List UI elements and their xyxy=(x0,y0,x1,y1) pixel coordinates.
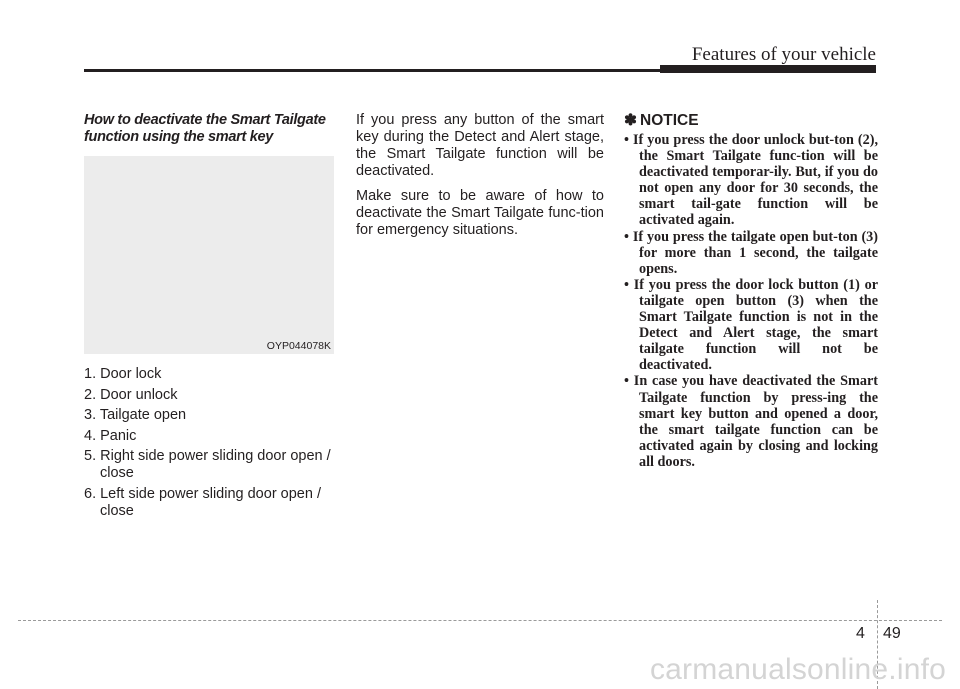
list-item: 6. Left side power sliding door open / close xyxy=(84,485,321,519)
list-item: 1. Door lock xyxy=(84,366,162,382)
chapter-number: 4 xyxy=(856,625,865,642)
smart-key-figure xyxy=(84,156,334,354)
asterisk-icon: ✽ xyxy=(624,112,637,129)
notice-heading xyxy=(624,112,878,130)
subheading: How to deactivate the Smart Tailgate function using the smart key xyxy=(84,112,326,145)
page-number: 49 xyxy=(883,625,901,642)
left-column xyxy=(84,112,336,523)
list-item: • If you press the door lock button (1) or tailgate open button (3) when the Smart Tailgate function is not in the Detect and Alert stage, the smart tailgate function will not be deactivated. xyxy=(624,276,878,374)
list-item: 5. Right side power sliding door open / close xyxy=(84,448,331,481)
watermark: carmanualsonline.info xyxy=(649,653,946,686)
section-title: Features of your vehicle xyxy=(691,44,876,65)
parts-list xyxy=(84,366,336,520)
footer-rule xyxy=(18,620,942,621)
list-item: 2. Door unlock xyxy=(84,386,178,403)
list-item: 3. Tailgate open xyxy=(84,407,187,423)
notice-title: NOTICE xyxy=(640,112,699,129)
header-bar xyxy=(660,65,876,73)
list-item: • In case you have deactivated the Smart Tailgate function by press-ing the smart key button and opened a door, the smart tailgate function can be activated again by closing and locking all doors. xyxy=(624,373,878,470)
paragraph: Make sure to be aware of how to deactivate the Smart Tailgate func-tion for emergency situations. xyxy=(356,188,604,238)
paragraph: If you press any button of the smart key during the Detect and Alert stage, the Smart Tailgate function will be deactivated. xyxy=(356,112,604,179)
notice-list xyxy=(624,132,878,470)
list-item: • If you press the tailgate open but-ton (3) for more than 1 second, the tailgate opens. xyxy=(624,228,878,277)
list-item: 4. Panic xyxy=(84,427,137,444)
header-rule xyxy=(84,69,660,72)
notice-column xyxy=(624,112,878,470)
figure-code: OYP044078K xyxy=(266,340,331,352)
list-item: • If you press the door unlock but-ton (2), the Smart Tailgate func-tion will be deactivated temporar-ily. But, if you do not open any door for 30 seconds, the smart tail-gate function will be activated again. xyxy=(624,132,878,229)
middle-column xyxy=(356,112,604,247)
